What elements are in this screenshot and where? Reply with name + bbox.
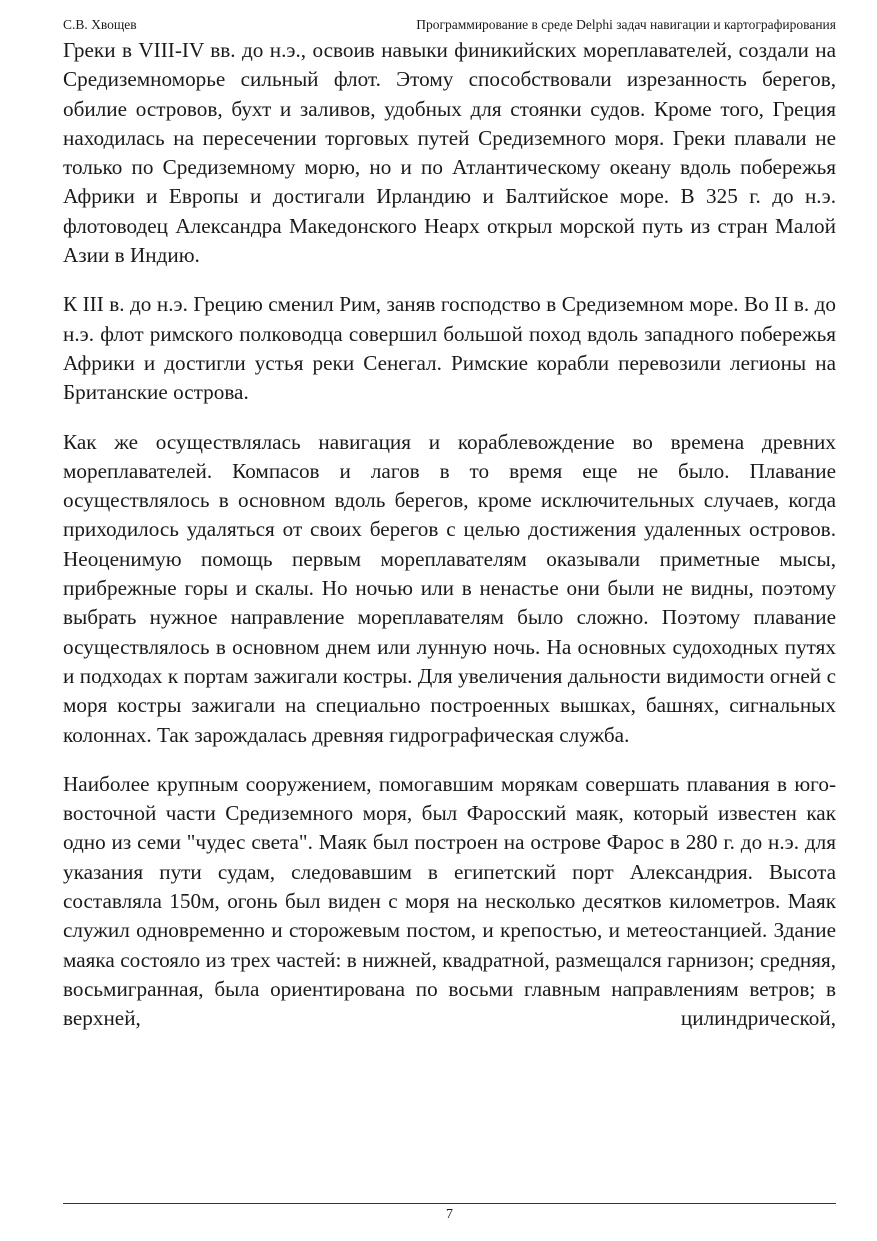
running-header: [63, 16, 836, 34]
paragraph-roman-fleet: К III в. до н.э. Грецию сменил Рим, заняв господство в Средиземном море. Во II в. до н.э. флот римского полководца совершил большой поход вдоль западного побережья Африки и достигли устья реки Сенегал. Римские корабли перевозили легионы на Британские острова.: [63, 292, 836, 405]
body-text: [63, 36, 836, 1054]
footer-divider: [63, 1203, 836, 1204]
paragraph-greek-fleet: Греки в VIII-IV вв. до н.э., освоив навыки финикийских мореплавателей, создали на Средиземноморье сильный флот. Этому способствовали изрезанность берегов, обилие островов, бухт и заливов, удобных для стоянки судов. Кроме того, Греция находилась на пересечении торговых путей Средиземного моря. Греки плавали не только по Средиземному морю, но и по Атлантическому океану вдоль побережья Африки и Европы и достигали Ирландию и Балтийское море. В 325 г. до н.э. флотоводец Александра Македонского Неарх открыл морской путь из стран Малой Азии в Индию.: [63, 38, 836, 268]
paragraph-ancient-navigation: Как же осуществлялась навигация и кораблевождение во времена древних мореплавателей. Компасов и лагов в то время еще не было. Плавание осуществлялось в основном вдоль берегов, кроме исключительных случаев, когда приходилось удаляться от своих берегов с целью достижения удаленных островов. Неоценимую помощь первым мореплавателям оказывали приметные мысы, прибрежные горы и скалы. Но ночью или в ненастье они были не видны, поэтому выбрать нужное направление мореплавателям было сложно. Поэтому плавание осуществлялось в основном днем или лунную ночь. На основных судоходных путях и подходах к портам зажигали костры. Для увеличения дальности видимости огней с моря костры зажигали на специально построенных вышках, башнях, сигнальных колоннах. Так зарождалась древняя гидрографическая служба.: [63, 429, 836, 747]
page-number: 7: [446, 1207, 453, 1222]
header-author: С.В. Хвощев: [63, 17, 137, 32]
header-book-title: Программирование в среде Delphi задач навигации и картографирования: [416, 17, 836, 32]
paragraph-pharos-lighthouse: Наиболее крупным сооружением, помогавшим морякам совершать плавания в юго-восточной части Средиземного моря, был Фаросский маяк, который известен как одно из семи "чудес света". Маяк был построен на острове Фарос в 280 г. до н.э. для указания пути судам, следовавшим в египетский порт Александрия. Высота составляла 150м, огонь был виден с моря на несколько десятков километров. Маяк служил одновременно и сторожевым постом, и крепостью, и метеостанцией. Здание маяка состояло из трех частей: в нижней, квадратной, размещался гарнизон; средняя, восьмигранная, была ориентирована по восьми главным направлениям ветров; в верхней, цилиндрической,: [63, 771, 836, 1031]
